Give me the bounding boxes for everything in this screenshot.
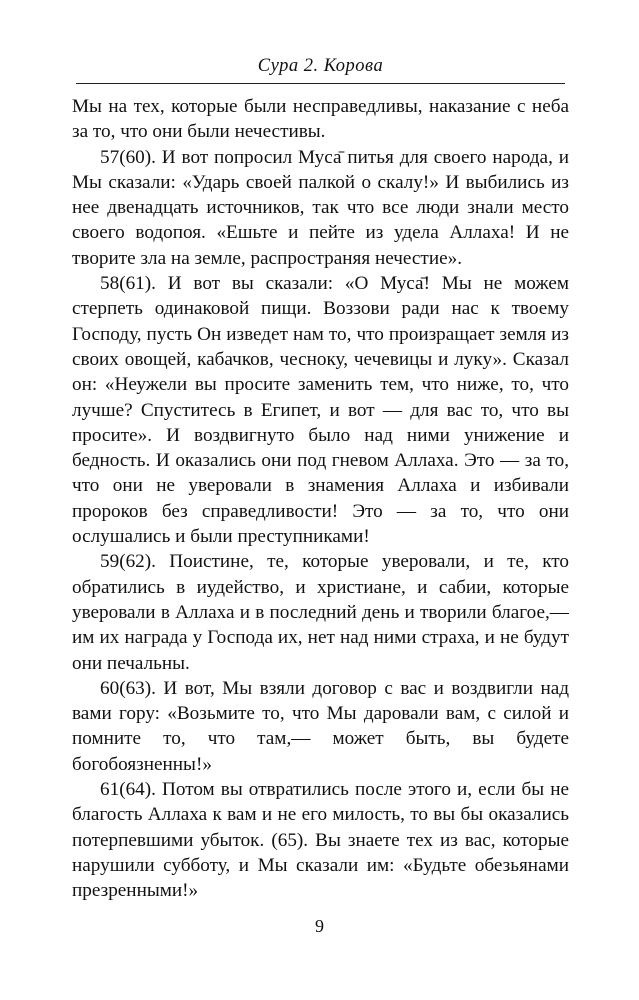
running-header: Сура 2. Корова bbox=[76, 56, 565, 84]
verse-57: 57(60). И вот попросил Муса̄ питья для своего народа, и Мы сказали: «Ударь своей палкой о скалу!» И выбились из нее двенадцать источников, так что все люди знали место своего водопоя. «Ешьте и пейте из удела Аллаха! И не творите зла на земле, распространяя нечестие». bbox=[72, 146, 569, 269]
verse-61: 61(64). Потом вы отвратились после этого и, если бы не благость Аллаха к вам и не его милость, то вы бы оказались потерпевшими убыток. (65). Вы знаете тех из вас, которые нарушили субботу, и Мы сказали им: «Будьте обезьянами презренными!» bbox=[72, 779, 569, 902]
verse-60: 60(63). И вот, Мы взяли договор с вас и воздвигли над вами гору: «Возьмите то, что Мы даровали вам, с силой и помните то, что там,— может быть, вы будете богобоязненны!» bbox=[72, 677, 569, 775]
page-number: 9 bbox=[315, 916, 324, 936]
verse-58: 58(61). И вот вы сказали: «О Муса̄! Мы не можем стерпеть одинаковой пищи. Воззови ради нас к твоему Господу, пусть Он изведет нам то, что произращает земля из своих овощей, кабачков, чесноку, чечевицы и луку». Сказал он: «Неужели вы просите заменить тем, что ниже, то, что лучше? Спуститесь в Египет, и вот — для вас то, что вы просите». И воздвигнуто было над ними унижение и бедность. И оказались они под гневом Аллаха. Это — за то, что они не уверовали в знамения Аллаха и избивали пророков без справедливости! Это — за то, что они ослушались и были преступниками! bbox=[72, 273, 569, 548]
paragraph-continuation: Мы на тех, которые были несправедливы, наказание с неба за то, что они были нечестивы. bbox=[72, 96, 569, 143]
verse-59: 59(62). Поистине, те, которые уверовали, и те, кто обратились в иудейство, и христиане, и сабии, которые уверовали в Аллаха и в последний день и творили благое,— им их награда у Господа их, нет над ними страха, и не будут они печальны. bbox=[72, 551, 569, 674]
body-text bbox=[72, 94, 569, 904]
book-page bbox=[72, 56, 569, 904]
